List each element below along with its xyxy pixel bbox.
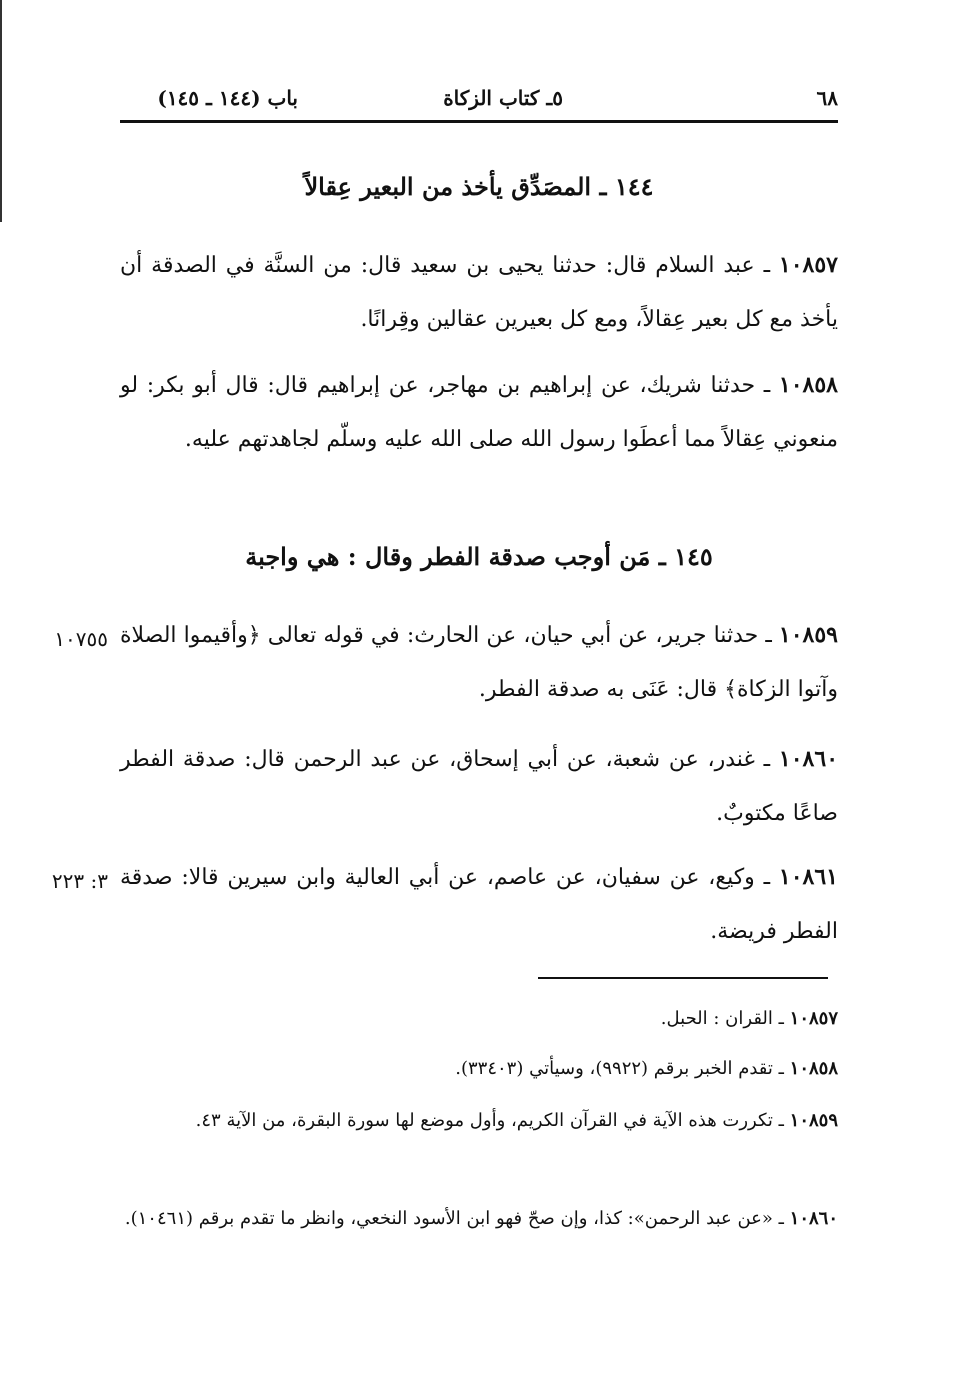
footnote-10860	[120, 1196, 838, 1242]
footnote-text: ـ القران : الحبل.	[660, 1008, 784, 1029]
page-number: ٦٨	[816, 86, 838, 110]
hadith-text: ـ غندر، عن شعبة، عن أبي إسحاق، عن عبد الرحمن قال: صدقة الفطر صاعًا مكتوبٌ.	[120, 747, 838, 826]
book-page	[51, 80, 839, 1229]
footnote-separator	[538, 977, 828, 979]
hadith-10860	[120, 732, 838, 841]
hadith-text: ـ حدثنا شريك، عن إبراهيم بن مهاجر، عن إبراهيم قال: قال أبو بكر: لو منعوني عِقالاً مما أعطَوا رسول الله صلى الله عليه وسلّم لجاهدتهم عليه.	[120, 373, 838, 452]
hadith-text: ـ وكيع، عن سفيان، عن عاصم، عن أبي العالية وابن سيرين قالا: صدقة الفطر فريضة.	[120, 865, 838, 944]
footnote-number: ١٠٨٥٩	[789, 1110, 838, 1131]
footnote-number: ١٠٨٥٧	[789, 1008, 838, 1029]
hadith-10857	[120, 238, 838, 347]
hadith-10861	[51, 850, 838, 959]
hadith-number: ١٠٨٥٩	[778, 622, 838, 648]
hadith-number: ١٠٨٥٨	[778, 372, 838, 398]
footnote-10859	[120, 1098, 838, 1144]
hadith-number: ١٠٨٦١	[778, 864, 838, 890]
footnote-number: ١٠٨٦٠	[789, 1208, 838, 1229]
footnote-10858	[120, 1046, 838, 1092]
hadith-10859	[54, 608, 838, 717]
chapter-title-144: ١٤٤ ـ المصَدِّق يأخذ من البعير عِقالاً	[304, 172, 654, 201]
footnote-number: ١٠٨٥٨	[789, 1058, 838, 1079]
footnote-text: ـ تكررت هذه الآية في القرآن الكريم، وأول موضع لها سورة البقرة، من الآية ٤٣.	[195, 1110, 784, 1131]
margin-reference: ١٠٧٥٥	[54, 627, 108, 651]
footnote-10857	[120, 996, 838, 1042]
page-binding-edge	[0, 0, 2, 222]
hadith-text: ـ عبد السلام قال: حدثنا يحيى بن سعيد قال: من السنَّة في الصدقة أن يأخذ مع كل بعير عِقالاً، ومع كل بعيرين عقالين وقِرانًا.	[120, 253, 838, 332]
footnote-text: ـ تقدم الخبر برقم (٩٩٢٢)، وسيأتي (٣٣٤٠٣).	[455, 1058, 784, 1079]
chapter-range: باب (١٤٤ ـ ١٤٥)	[157, 86, 298, 110]
hadith-number: ١٠٨٥٧	[778, 252, 838, 278]
hadith-number: ١٠٨٦٠	[778, 746, 839, 772]
running-header	[120, 80, 838, 123]
hadith-text: ـ حدثنا جرير، عن أبي حيان، عن الحارث: في قوله تعالى ﴿وأقيموا الصلاة وآتوا الزكاة﴾ قال: عَنَى به صدقة الفطر.	[120, 623, 838, 702]
hadith-10858	[120, 358, 838, 467]
footnote-text: ـ «عن عبد الرحمن»: كذا، وإن صحّ فهو ابن الأسود النخعي، وانظر ما تقدم برقم (١٠٤٦١).	[124, 1208, 784, 1229]
margin-reference: ٣: ٢٢٣	[51, 869, 108, 893]
chapter-title-145: ١٤٥ ـ مَن أوجب صدقة الفطر وقال : هي واجبة	[245, 542, 713, 571]
book-title: ٥ـ كتاب الزكاة	[443, 86, 563, 110]
